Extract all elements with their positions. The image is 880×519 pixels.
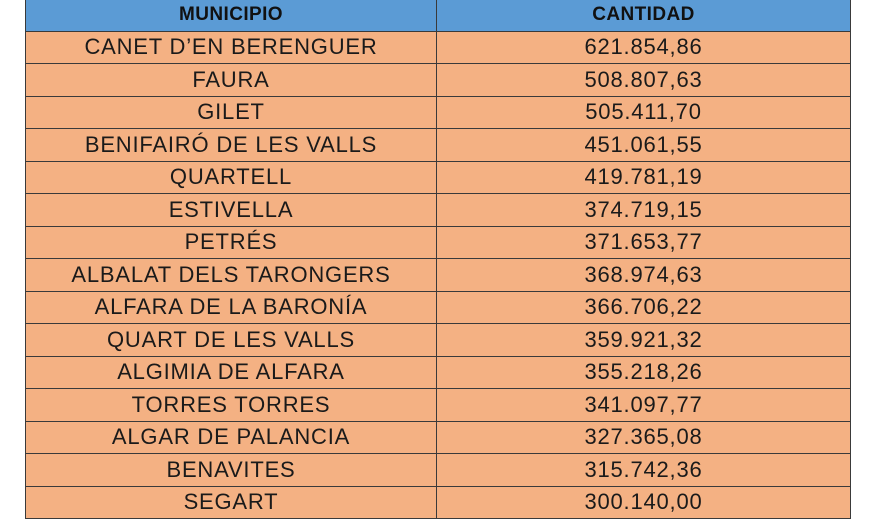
cell-cantidad[interactable]: 315.742,36 <box>437 454 851 487</box>
cell-cantidad[interactable]: 371.653,77 <box>437 226 851 259</box>
table-row <box>26 356 851 389</box>
cell-municipio[interactable]: FAURA <box>26 64 437 97</box>
cell-municipio[interactable]: ALBALAT DELS TARONGERS <box>26 259 437 292</box>
table-row <box>26 291 851 324</box>
table-row <box>26 389 851 422</box>
table-row <box>26 64 851 97</box>
table-row <box>26 421 851 454</box>
cell-cantidad[interactable]: 451.061,55 <box>437 129 851 162</box>
table-row <box>26 226 851 259</box>
table-row <box>26 324 851 357</box>
cell-cantidad[interactable]: 621.854,86 <box>437 31 851 64</box>
cell-cantidad[interactable]: 419.781,19 <box>437 161 851 194</box>
cell-municipio[interactable]: BENAVITES <box>26 454 437 487</box>
table-row <box>26 194 851 227</box>
cell-municipio[interactable]: TORRES TORRES <box>26 389 437 422</box>
cell-cantidad[interactable]: 508.807,63 <box>437 64 851 97</box>
table-row <box>26 161 851 194</box>
cell-municipio[interactable]: GILET <box>26 96 437 129</box>
header-row <box>26 0 851 31</box>
municipality-amount-table <box>25 0 851 519</box>
cell-municipio[interactable]: QUARTELL <box>26 161 437 194</box>
cell-cantidad[interactable]: 368.974,63 <box>437 259 851 292</box>
header-cantidad[interactable]: CANTIDAD <box>437 0 851 31</box>
table-row <box>26 129 851 162</box>
cell-cantidad[interactable]: 341.097,77 <box>437 389 851 422</box>
cell-cantidad[interactable]: 505.411,70 <box>437 96 851 129</box>
table-body <box>26 31 851 519</box>
cell-municipio[interactable]: SEGART <box>26 486 437 519</box>
cell-municipio[interactable]: CANET D’EN BERENGUER <box>26 31 437 64</box>
cell-municipio[interactable]: ALGIMIA DE ALFARA <box>26 356 437 389</box>
cell-municipio[interactable]: PETRÉS <box>26 226 437 259</box>
table-row <box>26 454 851 487</box>
cell-cantidad[interactable]: 355.218,26 <box>437 356 851 389</box>
cell-municipio[interactable]: BENIFAIRÓ DE LES VALLS <box>26 129 437 162</box>
cell-municipio[interactable]: ESTIVELLA <box>26 194 437 227</box>
cell-municipio[interactable]: ALFARA DE LA BARONÍA <box>26 291 437 324</box>
cell-cantidad[interactable]: 366.706,22 <box>437 291 851 324</box>
cell-cantidad[interactable]: 359.921,32 <box>437 324 851 357</box>
table-row <box>26 31 851 64</box>
table-row <box>26 259 851 292</box>
cell-cantidad[interactable]: 374.719,15 <box>437 194 851 227</box>
cell-municipio[interactable]: ALGAR DE PALANCIA <box>26 421 437 454</box>
cell-cantidad[interactable]: 327.365,08 <box>437 421 851 454</box>
table-row <box>26 96 851 129</box>
cell-cantidad[interactable]: 300.140,00 <box>437 486 851 519</box>
table-row <box>26 486 851 519</box>
cell-municipio[interactable]: QUART DE LES VALLS <box>26 324 437 357</box>
header-municipio[interactable]: MUNICIPIO <box>26 0 437 31</box>
